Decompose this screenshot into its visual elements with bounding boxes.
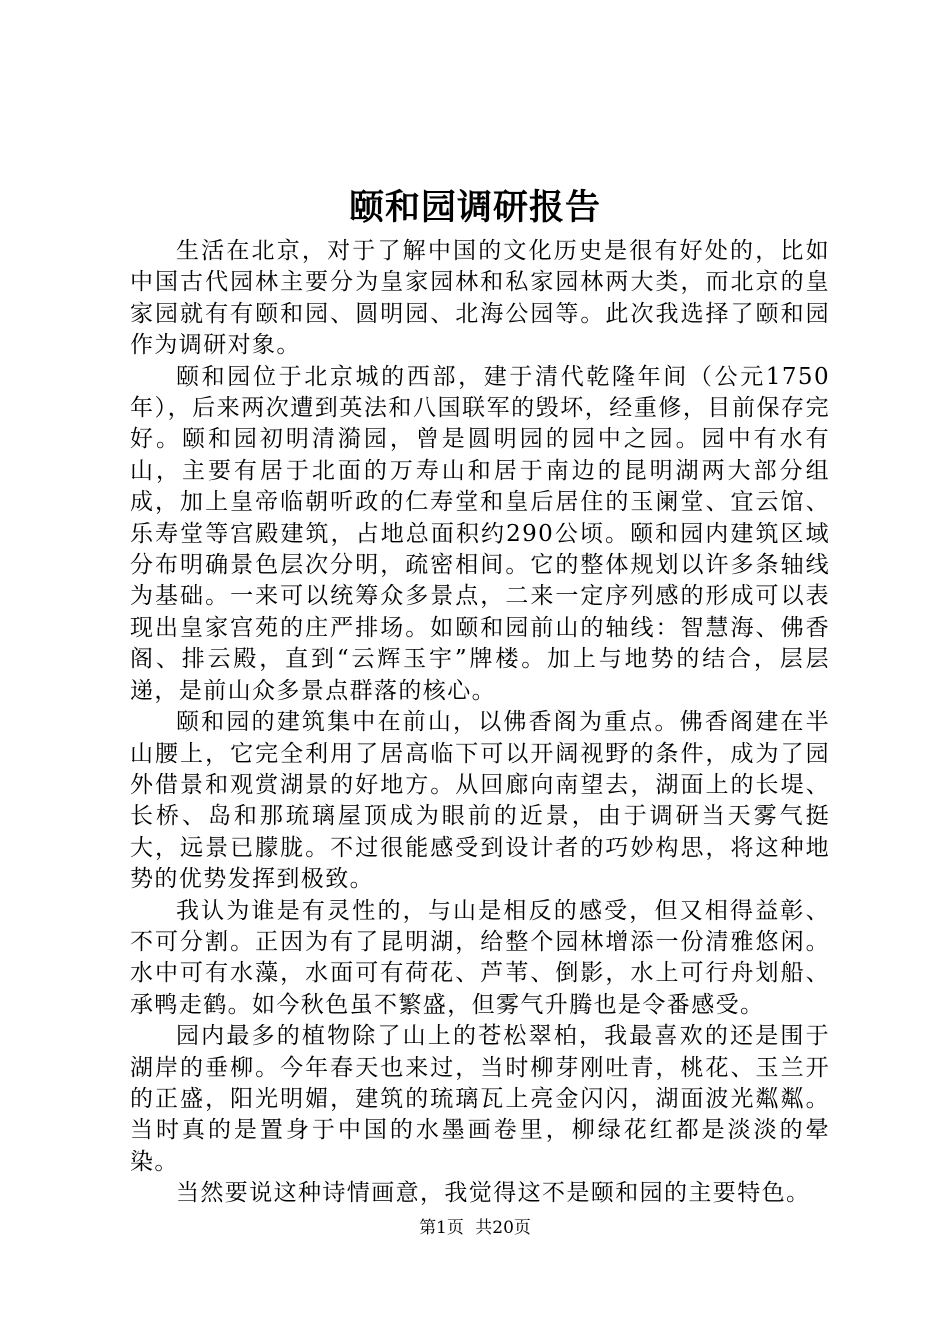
paragraph-4: 我认为谁是有灵性的，与山是相反的感受，但又相得益彰、不可分割。正因为有了昆明湖，给整个园林增添一份清雅悠闲。水中可有水藻，水面可有荷花、芦苇、倒影，水上可行舟划船、承鸭走鹤。如今秋色虽不繁盛，但雾气升腾也是令番感受。 [130,897,830,1018]
paragraph-5: 园内最多的植物除了山上的苍松翠柏，我最喜欢的还是围于湖岸的垂柳。今年春天也来过，当时柳芽刚吐青，桃花、玉兰开的正盛，阳光明媚，建筑的琉璃瓦上亮金闪闪，湖面波光粼粼。当时真的是置身于中国的水墨画卷里，柳绿花红都是淡淡的晕染。 [130,1023,830,1175]
page-total: 共20页 [475,1218,531,1238]
page-footer [0,1216,950,1240]
paragraph-6: 当然要说这种诗情画意，我觉得这不是颐和园的主要特色。 [176,1180,811,1207]
paragraph-3: 颐和园的建筑集中在前山，以佛香阁为重点。佛香阁建在半山腰上，它完全利用了居高临下可以开阔视野的条件，成为了园外借景和观赏湖景的好地方。从回廊向南望去，湖面上的长堤、长桥、岛和那琉璃屋顶成为眼前的近景，由于调研当天雾气挺大，远景已朦胧。不过很能感受到设计者的巧妙构思，将这种地势的优势发挥到极致。 [130,709,830,893]
page-number: 第1页 [419,1218,464,1238]
document-body [130,236,830,1210]
document-title: 颐和园调研报告 [348,187,601,228]
paragraph-2: 颐和园位于北京城的西部，建于清代乾隆年间（公元1750年），后来两次遭到英法和八国联军的毁坏，经重修，目前保存完好。颐和园初明清漪园，曾是圆明园的园中之园。园中有水有山，主要有居于北面的万寿山和居于南边的昆明湖两大部分组成，加上皇帝临朝听政的仁寿堂和皇后居住的玉阑堂、宜云馆、乐寿堂等宫殿建筑，占地总面积约290公顷。颐和园内建筑区域分布明确景色层次分明，疏密相间。它的整体规划以许多条轴线为基础。一来可以统筹众多景点，二来一定序列感的形成可以表现出皇家宫苑的庄严排场。如颐和园前山的轴线：智慧海、佛香阁、排云殿，直到“云辉玉宇”牌楼。加上与地势的结合，层层递，是前山众多景点群落的核心。 [130,363,830,704]
paragraph-1: 生活在北京，对于了解中国的文化历史是很有好处的，比如中国古代园林主要分为皇家园林和私家园林两大类，而北京的皇家园就有有颐和园、圆明园、北海公园等。此次我选择了颐和园作为调研对象。 [130,238,830,359]
